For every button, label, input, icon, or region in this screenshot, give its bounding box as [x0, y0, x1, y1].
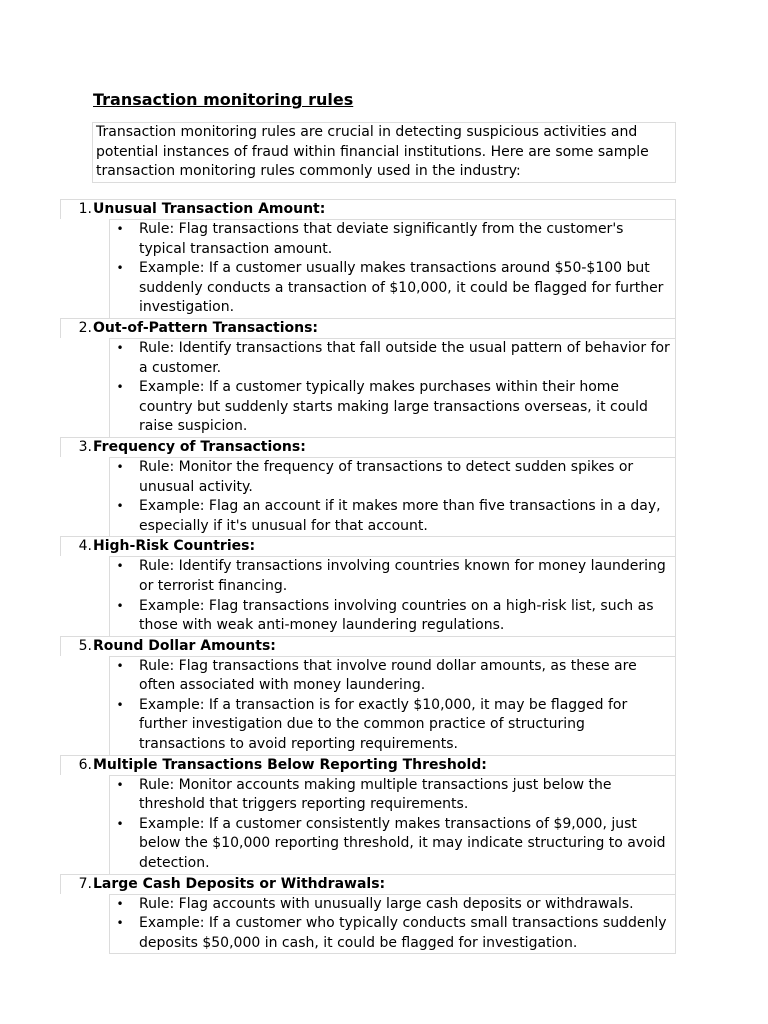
rule-item-3	[0, 437, 768, 536]
bullet-icon: •	[116, 896, 124, 911]
rule-header	[60, 318, 676, 338]
rule-heading: Frequency of Transactions:	[93, 438, 306, 455]
list-item	[110, 220, 675, 259]
list-item	[110, 339, 675, 378]
rule-text: Rule: Identify transactions involving countries known for money laundering or terrorist financing.	[139, 558, 666, 594]
example-text: Example: If a customer usually makes transactions around $50-$100 but suddenly conducts a transaction of $10,000, it could be flagged for further investigation.	[139, 260, 664, 316]
bullet-icon: •	[116, 459, 124, 474]
list-item	[110, 914, 675, 953]
list-item	[110, 815, 675, 874]
rule-header	[60, 199, 676, 219]
rule-bullets	[109, 894, 676, 955]
rule-header	[60, 636, 676, 656]
example-text: Example: If a customer typically makes purchases within their home country but suddenly starts making large transactions overseas, it could raise suspicion.	[139, 379, 648, 435]
rule-heading: Multiple Transactions Below Reporting Threshold:	[93, 756, 487, 773]
rule-number: 7.	[78, 875, 92, 892]
rule-text: Rule: Flag accounts with unusually large cash deposits or withdrawals.	[139, 895, 634, 912]
bullet-icon: •	[116, 261, 124, 276]
example-text: Example: Flag an account if it makes more than five transactions in a day, especially if it's unusual for that account.	[139, 498, 661, 534]
list-item	[110, 557, 675, 596]
rule-text: Rule: Flag transactions that involve round dollar amounts, as these are often associated with money laundering.	[139, 657, 637, 694]
list-item	[110, 776, 675, 815]
example-text: Example: If a customer who typically conducts small transactions suddenly deposits $50,000 in cash, it could be flagged for investigation.	[139, 915, 667, 951]
rule-text: Rule: Monitor the frequency of transactions to detect sudden spikes or unusual activity.	[139, 458, 634, 495]
rule-text: Rule: Identify transactions that fall outside the usual pattern of behavior for a customer.	[139, 339, 670, 376]
rule-bullets	[109, 775, 676, 874]
rule-number: 4.	[78, 538, 92, 555]
bullet-icon: •	[116, 658, 124, 673]
rule-item-4	[0, 536, 768, 635]
rule-item-2	[0, 318, 768, 437]
bullet-icon: •	[116, 697, 124, 712]
rule-heading: High-Risk Countries:	[93, 538, 256, 555]
bullet-icon: •	[116, 559, 124, 574]
list-item	[110, 696, 675, 755]
bullet-icon: •	[116, 916, 124, 931]
list-item	[110, 259, 675, 318]
list-item	[110, 657, 675, 696]
bullet-icon: •	[116, 222, 124, 236]
rule-header	[60, 874, 676, 894]
rule-heading: Unusual Transaction Amount:	[93, 201, 326, 217]
rule-bullets	[109, 338, 676, 437]
rule-number: 6.	[78, 756, 92, 773]
list-item	[110, 458, 675, 497]
rule-heading: Large Cash Deposits or Withdrawals:	[93, 875, 386, 892]
rule-bullets	[109, 556, 676, 635]
rule-item-5	[0, 636, 768, 755]
rule-header	[60, 536, 676, 556]
bullet-icon: •	[116, 340, 124, 355]
rule-bullets	[109, 219, 676, 318]
example-text: Example: If a transaction is for exactly $10,000, it may be flagged for further investigation due to the common practice of structuring transactions to avoid reporting requirements.	[139, 696, 628, 753]
intro-paragraph: Transaction monitoring rules are crucial in detecting suspicious activities and potential instances of fraud within financial institutions. Here are some sample transaction monitoring rules commonly used in the industry:	[92, 122, 676, 183]
rules-list	[0, 199, 768, 954]
rule-number: 3.	[78, 438, 92, 455]
rule-bullets	[109, 457, 676, 536]
bullet-icon: •	[116, 598, 124, 613]
bullet-icon: •	[116, 499, 124, 514]
list-item	[110, 497, 675, 536]
rule-header	[60, 437, 676, 457]
bullet-icon: •	[116, 777, 124, 792]
rule-item-7	[0, 874, 768, 955]
rule-text: Rule: Monitor accounts making multiple transactions just below the threshold that triggers reporting requirements.	[139, 776, 612, 813]
rule-number: 1.	[78, 201, 92, 217]
list-item	[110, 895, 675, 915]
rule-bullets	[109, 656, 676, 755]
list-item	[110, 597, 675, 636]
bullet-icon: •	[116, 816, 124, 831]
rule-heading: Out-of-Pattern Transactions:	[93, 319, 319, 336]
rule-text: Rule: Flag transactions that deviate significantly from the customer's typical transaction amount.	[139, 221, 624, 257]
example-text: Example: Flag transactions involving countries on a high-risk list, such as those with weak anti-money laundering regulations.	[139, 597, 654, 634]
rule-heading: Round Dollar Amounts:	[93, 637, 276, 654]
document-title: Transaction monitoring rules	[93, 90, 354, 109]
bullet-icon: •	[116, 380, 124, 395]
rule-item-1	[0, 199, 768, 318]
rule-item-6	[0, 755, 768, 874]
example-text: Example: If a customer consistently makes transactions of $9,000, just below the $10,000 reporting threshold, it may indicate structuring to avoid detection.	[139, 815, 666, 872]
rule-header	[60, 755, 676, 775]
rule-number: 5.	[78, 637, 92, 654]
list-item	[110, 378, 675, 437]
rule-number: 2.	[78, 319, 92, 336]
